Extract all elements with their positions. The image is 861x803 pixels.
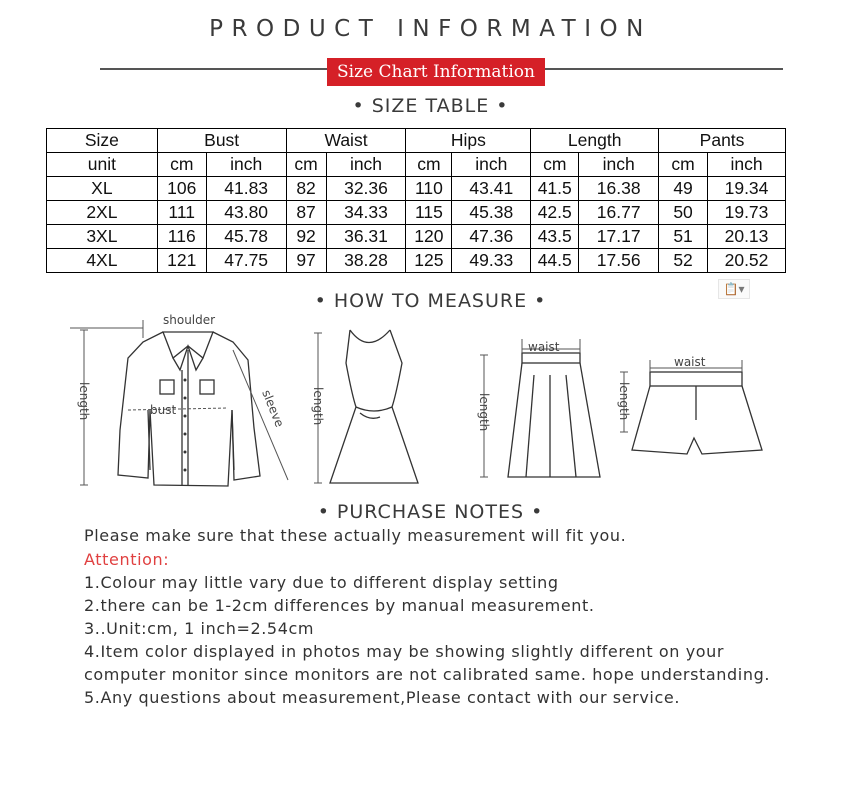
table-cell: 121 bbox=[157, 249, 206, 273]
table-row bbox=[47, 201, 786, 225]
table-cell: 45.38 bbox=[452, 201, 531, 225]
table-cell: 116 bbox=[157, 225, 206, 249]
table-cell: 43.5 bbox=[531, 225, 579, 249]
note-item: computer monitor since monitors are not calibrated same. hope understanding. bbox=[84, 665, 771, 684]
table-unit-row bbox=[47, 153, 786, 177]
skirt-illustration bbox=[470, 335, 610, 485]
table-cell: inch bbox=[326, 153, 406, 177]
table-cell: 16.77 bbox=[579, 201, 659, 225]
table-cell: 42.5 bbox=[531, 201, 579, 225]
table-cell: 43.41 bbox=[452, 177, 531, 201]
table-row bbox=[47, 225, 786, 249]
table-cell: 3XL bbox=[47, 225, 158, 249]
table-cell: cm bbox=[406, 153, 452, 177]
shorts-length-label: length bbox=[617, 382, 631, 421]
table-cell: 47.36 bbox=[452, 225, 531, 249]
table-cell: 92 bbox=[286, 225, 326, 249]
table-cell: 115 bbox=[406, 201, 452, 225]
table-cell: 111 bbox=[157, 201, 206, 225]
table-cell: inch bbox=[206, 153, 286, 177]
table-cell: 110 bbox=[406, 177, 452, 201]
table-cell: 43.80 bbox=[206, 201, 286, 225]
note-item: 4.Item color displayed in photos may be showing slightly different on your bbox=[84, 642, 725, 661]
attention-label: Attention: bbox=[84, 550, 170, 569]
table-cell: 36.31 bbox=[326, 225, 406, 249]
purchase-intro: Please make sure that these actually measurement will fit you. bbox=[84, 526, 627, 545]
table-cell: 51 bbox=[659, 225, 708, 249]
table-cell: 106 bbox=[157, 177, 206, 201]
table-cell: 38.28 bbox=[326, 249, 406, 273]
table-cell: 17.17 bbox=[579, 225, 659, 249]
table-cell: XL bbox=[47, 177, 158, 201]
table-cell: 41.5 bbox=[531, 177, 579, 201]
table-cell: inch bbox=[579, 153, 659, 177]
how-to-measure-heading: • HOW TO MEASURE • bbox=[314, 290, 547, 312]
table-cell: 17.56 bbox=[579, 249, 659, 273]
bust-label: bust bbox=[150, 403, 177, 417]
table-cell: 52 bbox=[659, 249, 708, 273]
table-header-cell: Size bbox=[47, 129, 158, 153]
dress-illustration bbox=[300, 325, 450, 490]
table-header-cell: Hips bbox=[406, 129, 531, 153]
shorts-waist-label: waist bbox=[674, 355, 706, 369]
table-cell: 32.36 bbox=[326, 177, 406, 201]
table-cell: 50 bbox=[659, 201, 708, 225]
table-cell: 47.75 bbox=[206, 249, 286, 273]
table-cell: cm bbox=[659, 153, 708, 177]
table-cell: 125 bbox=[406, 249, 452, 273]
shoulder-label: shoulder bbox=[163, 313, 216, 327]
table-cell: 34.33 bbox=[326, 201, 406, 225]
table-cell: inch bbox=[452, 153, 531, 177]
table-header-cell: Bust bbox=[157, 129, 286, 153]
page-title: PRODUCT INFORMATION bbox=[209, 16, 652, 42]
table-group-header-row bbox=[47, 129, 786, 153]
table-cell: inch bbox=[708, 153, 786, 177]
table-cell: 20.13 bbox=[708, 225, 786, 249]
table-row bbox=[47, 177, 786, 201]
dress-length-label: length bbox=[311, 387, 325, 426]
table-cell: 19.34 bbox=[708, 177, 786, 201]
sleeve-label: sleeve bbox=[259, 387, 287, 430]
table-cell: cm bbox=[286, 153, 326, 177]
paste-options-icon[interactable]: 📋▾ bbox=[718, 279, 750, 299]
table-cell: 87 bbox=[286, 201, 326, 225]
table-cell: 44.5 bbox=[531, 249, 579, 273]
shirt-length-label: length bbox=[77, 382, 91, 421]
table-cell: 4XL bbox=[47, 249, 158, 273]
size-table bbox=[46, 128, 786, 273]
table-header-cell: Waist bbox=[286, 129, 406, 153]
table-cell: 2XL bbox=[47, 201, 158, 225]
shirt-illustration bbox=[68, 310, 298, 490]
table-cell: cm bbox=[531, 153, 579, 177]
note-item: 3..Unit:cm, 1 inch=2.54cm bbox=[84, 619, 315, 638]
skirt-length-label: length bbox=[477, 393, 491, 432]
table-cell: 45.78 bbox=[206, 225, 286, 249]
table-cell: cm bbox=[157, 153, 206, 177]
table-cell: 41.83 bbox=[206, 177, 286, 201]
note-item: 1.Colour may little vary due to different display setting bbox=[84, 573, 559, 592]
table-cell: 19.73 bbox=[708, 201, 786, 225]
note-item: 5.Any questions about measurement,Please contact with our service. bbox=[84, 688, 681, 707]
table-cell: 97 bbox=[286, 249, 326, 273]
purchase-notes-heading: • PURCHASE NOTES • bbox=[317, 501, 544, 523]
table-cell: 120 bbox=[406, 225, 452, 249]
table-cell: 82 bbox=[286, 177, 326, 201]
table-cell: unit bbox=[47, 153, 158, 177]
size-chart-banner: Size Chart Information bbox=[327, 58, 545, 86]
shorts-illustration bbox=[612, 350, 772, 470]
skirt-waist-label: waist bbox=[528, 340, 560, 354]
table-row bbox=[47, 249, 786, 273]
table-header-cell: Length bbox=[531, 129, 659, 153]
note-item: 2.there can be 1-2cm differences by manual measurement. bbox=[84, 596, 595, 615]
size-table-heading: • SIZE TABLE • bbox=[352, 95, 509, 117]
table-cell: 49.33 bbox=[452, 249, 531, 273]
table-cell: 49 bbox=[659, 177, 708, 201]
table-cell: 16.38 bbox=[579, 177, 659, 201]
table-cell: 20.52 bbox=[708, 249, 786, 273]
table-header-cell: Pants bbox=[659, 129, 786, 153]
